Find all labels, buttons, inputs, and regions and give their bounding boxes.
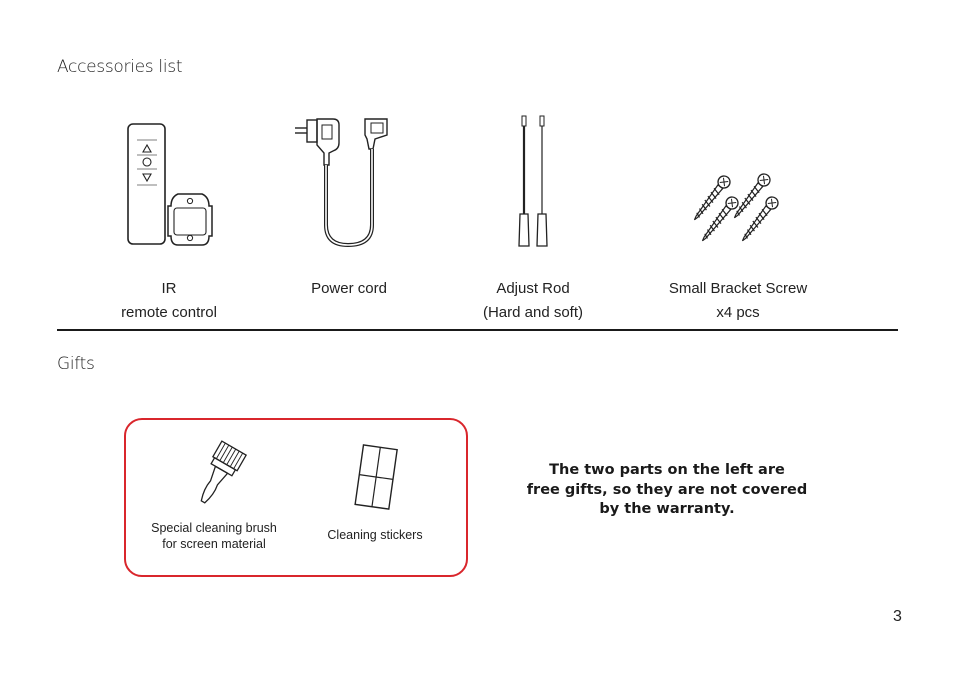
page-number: 3: [893, 608, 902, 625]
accessory-label-line1: Small Bracket Screw: [668, 280, 808, 297]
accessory-label-line1: Power cord: [311, 280, 387, 297]
accessory-label-adjust-rod: [433, 277, 633, 325]
accessories-title: Accessories list: [57, 57, 183, 77]
accessory-label-line1: Adjust Rod: [496, 280, 570, 297]
accessory-label-line1: IR: [161, 280, 177, 297]
gifts-title: Gifts: [57, 354, 95, 374]
accessory-label-power-cord: [249, 277, 449, 301]
gift-label-line1: Cleaning stickers: [327, 528, 423, 542]
gift-label-line2: for screen material: [162, 537, 266, 551]
warranty-notice-line3: by the warranty.: [599, 501, 735, 517]
warranty-notice-line2: free gifts, so they are not covered: [526, 481, 808, 498]
gift-label-line1: Special cleaning brush: [151, 521, 277, 535]
accessory-label-line2: x4 pcs: [716, 304, 760, 321]
gifts-box: [124, 418, 468, 577]
accessory-label-line2: remote control: [121, 304, 217, 321]
accessory-label-line2: (Hard and soft): [482, 304, 584, 321]
gift-label-stickers: [316, 527, 434, 543]
brush-icon: [194, 442, 246, 514]
adjust-rod-icon: [516, 114, 552, 248]
warranty-notice-line1: The two parts on the left are: [549, 462, 785, 478]
accessory-label-screw: [638, 277, 838, 325]
remote-control-icon: [126, 122, 216, 248]
accessory-label-remote: [69, 277, 269, 325]
stickers-icon: [350, 444, 402, 512]
gift-label-brush: [136, 520, 292, 552]
screw-icon: [694, 170, 784, 250]
warranty-notice: [510, 461, 824, 520]
section-divider: [57, 329, 898, 331]
power-cord-icon: [293, 115, 393, 250]
